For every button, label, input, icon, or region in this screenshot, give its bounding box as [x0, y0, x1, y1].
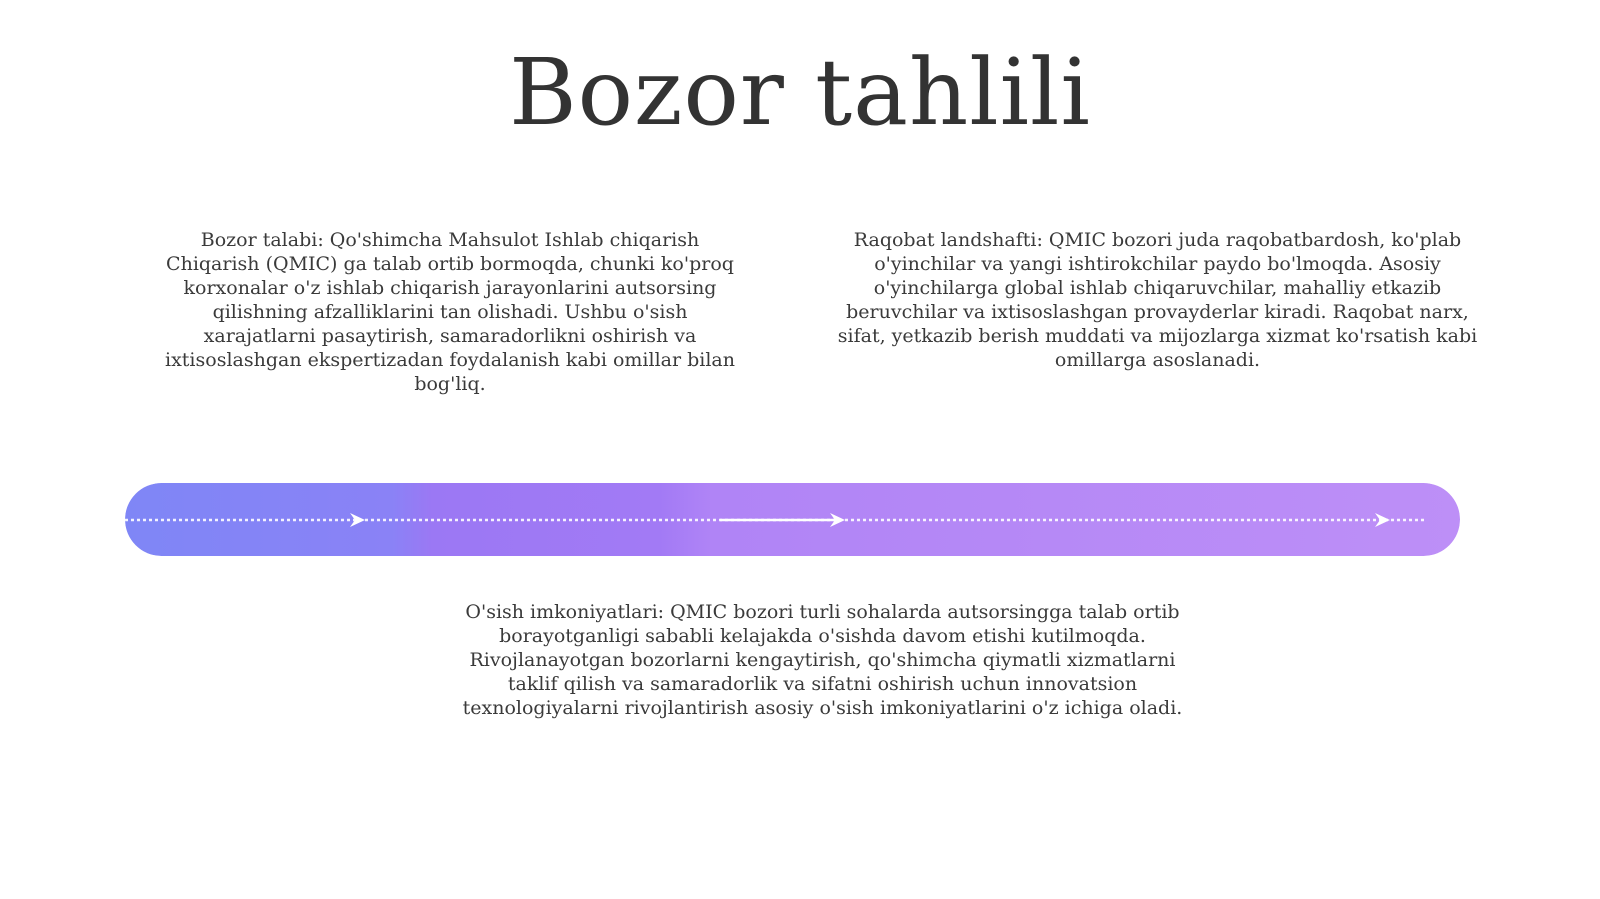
market-demand-text: Bozor talabi: Qo'shimcha Mahsulot Ishlab chiqarish Chiqarish (QMIC) ga talab ortib bormoqda, chunki ko'proq korxonalar o'z ishlab chiqarish jarayonlarini autsorsing qilishning afzalliklarini tan olishadi. Ushbu o'sish xarajatlarni pasaytirish, samaradorlikni oshirish va ixtisoslashgan ekspertizadan foydalanish kabi omillar bilan bog'liq.: [165, 229, 735, 395]
timeline-graphic: [125, 483, 1460, 556]
timeline-bar: [125, 483, 1460, 556]
growth-opportunities-text: O'sish imkoniyatlari: QMIC bozori turli sohalarda autsorsingga talab ortib borayotganligi sababli kelajakda o'sishda davom etishi kutilmoqda. Rivojlanayotgan bozorlarni kengaytirish, qo'shimcha qiymatli xizmatlarni taklif qilish va samaradorlik va sifatni oshirish uchun innovatsion texnologiyalarni rivojlantirish asosiy o'sish imkoniyatlarini o'z ichiga oladi.: [462, 601, 1183, 719]
slide-title: Bozor tahlili: [509, 39, 1091, 146]
competitive-landscape-text: Raqobat landshafti: QMIC bozori juda raqobatbardosh, ko'plab o'yinchilar va yangi ishtirokchilar paydo bo'lmoqda. Asosiy o'yinchilarga global ishlab chiqaruvchilar, mahalliy etkazib beruvchilar va ixtisoslashgan provayderlar kiradi. Raqobat narx, sifat, yetkazib berish muddati va mijozlarga xizmat ko'rsatish kabi omillarga asoslanadi.: [837, 229, 1478, 371]
